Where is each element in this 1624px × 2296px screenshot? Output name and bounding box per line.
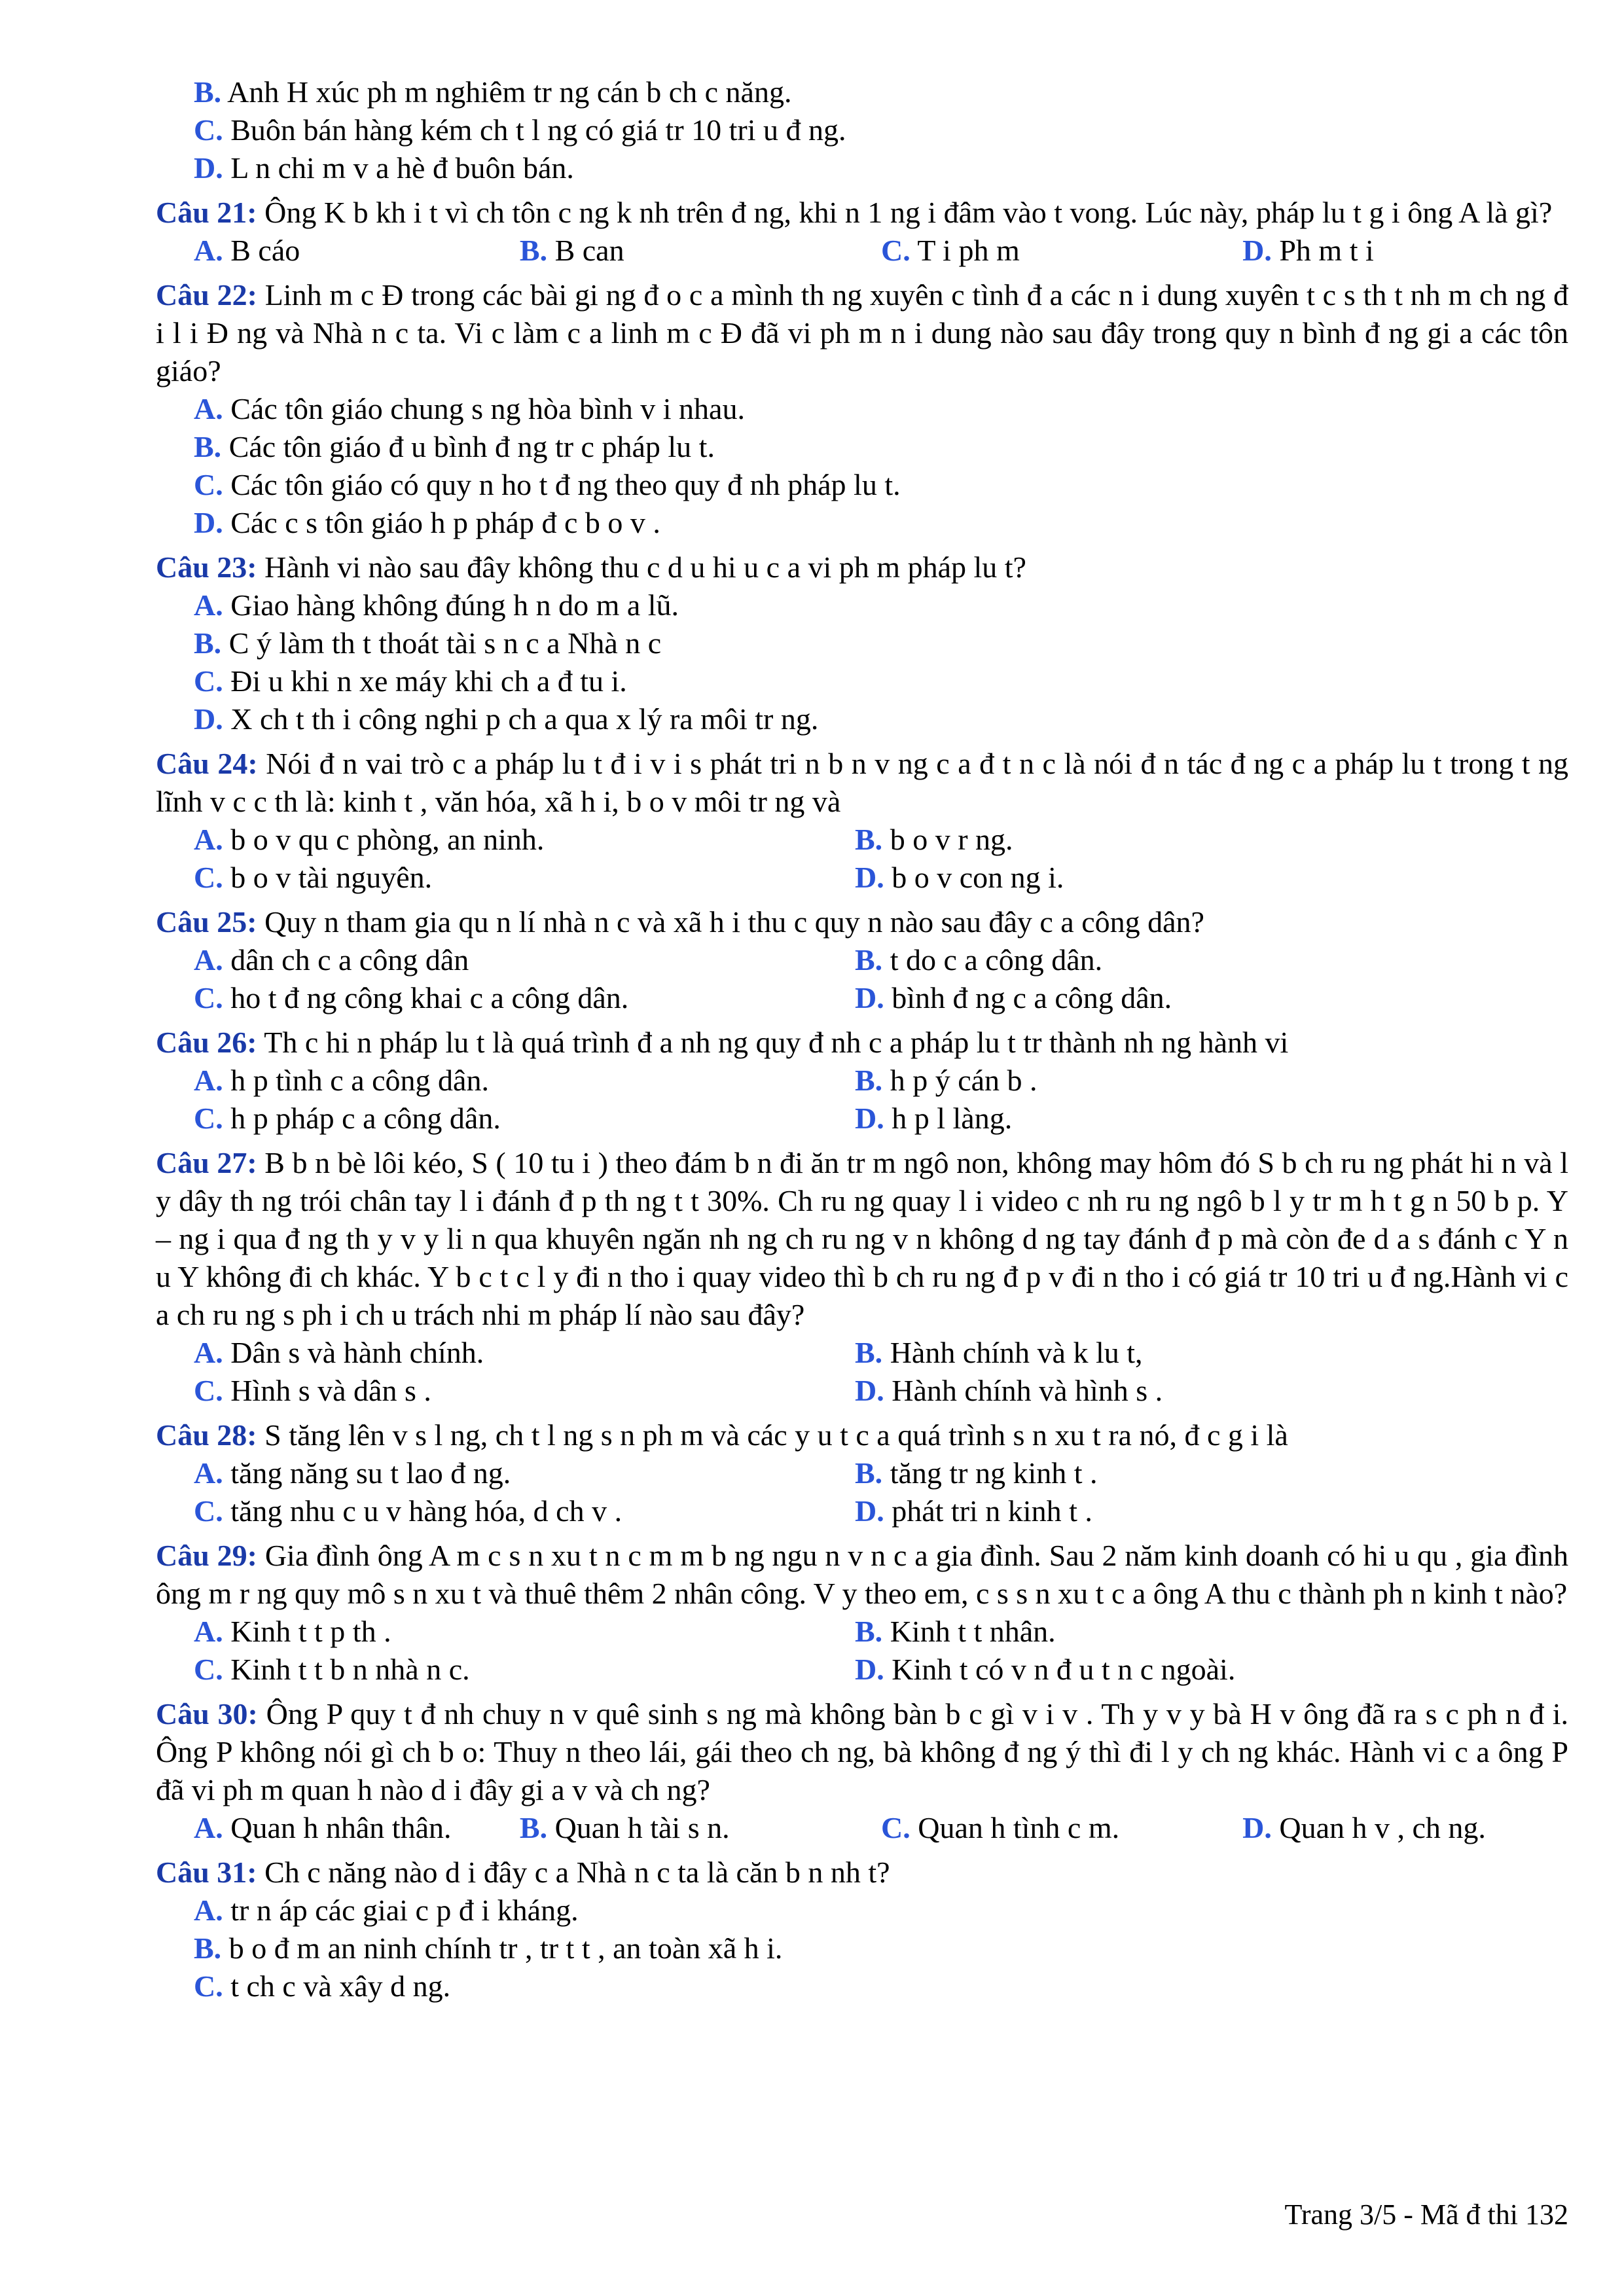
option-text: Kinh t có v n đ u t n c ngoài. xyxy=(892,1653,1236,1686)
option-letter: B. xyxy=(855,823,883,856)
option-c[interactable] xyxy=(881,232,1242,270)
option-d[interactable] xyxy=(855,979,1516,1017)
option-text: Hình s và dân s . xyxy=(230,1374,431,1407)
option-text: dân ch c a công dân xyxy=(230,943,469,977)
option-a[interactable] xyxy=(194,941,855,979)
options-row xyxy=(194,1100,1568,1138)
option-letter: C. xyxy=(194,1374,223,1407)
option-d[interactable] xyxy=(1242,1809,1568,1847)
question-text xyxy=(156,1024,1568,1062)
option-text: Ph m t i xyxy=(1279,234,1374,267)
question-number: Câu 22: xyxy=(156,278,257,312)
option-text: b o v r ng. xyxy=(890,823,1013,856)
options-row xyxy=(194,1809,1568,1847)
option-text: C ý làm th t thoát tài s n c a Nhà n c xyxy=(228,626,662,660)
option-text: phát tri n kinh t . xyxy=(892,1494,1092,1528)
question-block xyxy=(156,276,1568,542)
option-letter: D. xyxy=(855,1494,884,1528)
option-text: h p pháp c a công dân. xyxy=(230,1102,501,1135)
option-text: tăng năng su t lao đ ng. xyxy=(230,1456,511,1490)
option-text: bình đ ng c a công dân. xyxy=(892,981,1172,1014)
option-letter: A. xyxy=(194,943,223,977)
option-letter: C. xyxy=(881,234,911,267)
option-letter: C. xyxy=(194,861,223,894)
answer-options xyxy=(194,1892,1568,2005)
option-a[interactable] xyxy=(194,1613,855,1651)
option-letter: B. xyxy=(855,1456,883,1490)
question-text xyxy=(156,1695,1568,1809)
option-text: t ch c và xây d ng. xyxy=(230,1969,451,2003)
option-letter: A. xyxy=(194,392,223,425)
option-text: T i ph m xyxy=(917,234,1020,267)
option-b[interactable] xyxy=(855,941,1516,979)
option-text: X ch t th i công nghi p ch a qua x lý ra môi tr ng. xyxy=(230,702,819,736)
option-b[interactable] xyxy=(855,821,1516,859)
option-letter: A. xyxy=(194,1064,223,1097)
option-a[interactable] xyxy=(194,821,855,859)
exam-page xyxy=(156,73,1568,2005)
options-row xyxy=(194,1062,1568,1100)
option-letter: D. xyxy=(1242,234,1272,267)
option-letter: C. xyxy=(881,1811,911,1844)
options-row xyxy=(194,1334,1568,1372)
question-text xyxy=(156,1854,1568,1892)
question-number: Câu 21: xyxy=(156,196,257,229)
option-letter: B. xyxy=(194,626,222,660)
option-text: b o đ m an ninh chính tr , tr t t , an toàn xã h i. xyxy=(228,1931,783,1965)
option-c[interactable] xyxy=(194,662,1568,700)
option-letter: D. xyxy=(855,1374,884,1407)
option-letter: A. xyxy=(194,588,223,622)
option-text: tăng nhu c u v hàng hóa, d ch v . xyxy=(230,1494,623,1528)
option-b[interactable] xyxy=(194,1929,1568,1967)
question-text xyxy=(156,1537,1568,1613)
question-number: Câu 30: xyxy=(156,1697,258,1731)
option-text: B cáo xyxy=(230,234,300,267)
options-row xyxy=(194,1613,1568,1651)
question-block xyxy=(156,194,1568,270)
option-letter: B. xyxy=(855,943,883,977)
answer-options xyxy=(194,232,1568,270)
option-text: Đi u khi n xe máy khi ch a đ tu i. xyxy=(230,664,627,698)
option-letter: B. xyxy=(855,1336,883,1369)
question-list xyxy=(156,194,1568,2005)
option-c[interactable] xyxy=(194,1100,855,1138)
option-b[interactable] xyxy=(520,1809,881,1847)
option-a[interactable] xyxy=(194,1454,855,1492)
options-row xyxy=(194,1454,1568,1492)
option-letter: C. xyxy=(194,1653,223,1686)
option-text: b o v con ng i. xyxy=(892,861,1064,894)
option-a[interactable] xyxy=(194,1062,855,1100)
option-letter: A. xyxy=(194,1893,223,1927)
option-text: Quan h tài s n. xyxy=(554,1811,730,1844)
question-block xyxy=(156,903,1568,1017)
option-letter: D. xyxy=(855,861,884,894)
option-letter: C. xyxy=(194,981,223,1014)
question-block xyxy=(156,1854,1568,2005)
option-letter: B. xyxy=(855,1064,883,1097)
option-letter: C. xyxy=(194,1102,223,1135)
question-text xyxy=(156,1416,1568,1454)
option-a[interactable] xyxy=(194,390,1568,428)
option-letter: A. xyxy=(194,234,223,267)
option-letter: C. xyxy=(194,468,223,501)
option-text: Quan h v , ch ng. xyxy=(1279,1811,1486,1844)
option-b: B. Anh H xúc ph m nghiêm tr ng cán b ch c năng. xyxy=(194,75,792,109)
option-text: tăng tr ng kinh t . xyxy=(890,1456,1098,1490)
option-letter: A. xyxy=(194,1615,223,1648)
option-letter: C. xyxy=(194,664,223,698)
question-stem: B b n bè lôi kéo, S ( 10 tu i ) theo đám b n đi ăn tr m ngô non, không may hôm đó S b ch ru ng phát hi n và l y dây th ng trói chân tay l i đánh đ p th ng t t 30%. Ch ru ng quay l i video c nh ru ng ngô b l y tr m h t g n 50 b p. Y – ng i qua đ ng th y v y li n qua khuyên ngăn nh ng ch ru ng v n không d ng tay đánh đ p mà còn đe d a s đánh c Y n u Y không đi ch khác. Y b c t c l y đi n tho i quay video thì b ch ru ng đ p v đi n tho i có giá tr 10 tri u đ ng.Hành vi c a ch ru ng s ph i ch u trách nhi m pháp lí nào sau đây? xyxy=(156,1146,1569,1331)
option-c[interactable] xyxy=(881,1809,1242,1847)
option-c: C. Buôn bán hàng kém ch t l ng có giá tr 10 tri u đ ng. xyxy=(194,113,846,147)
options-row xyxy=(194,821,1568,859)
question-stem: Quy n tham gia qu n lí nhà n c và xã h i thu c quy n nào sau đây c a công dân? xyxy=(264,905,1204,939)
option-text: Hành chính và hình s . xyxy=(892,1374,1163,1407)
option-b[interactable] xyxy=(194,624,1568,662)
answer-options xyxy=(194,1454,1568,1530)
option-d[interactable] xyxy=(855,1651,1516,1689)
option-b[interactable] xyxy=(855,1454,1516,1492)
question-block xyxy=(156,548,1568,738)
question-text xyxy=(156,903,1568,941)
option-a[interactable] xyxy=(194,232,520,270)
option-text: ho t đ ng công khai c a công dân. xyxy=(230,981,629,1014)
question-text xyxy=(156,1144,1568,1334)
question-number: Câu 29: xyxy=(156,1539,257,1572)
options-row xyxy=(194,979,1568,1017)
option-letter: B. xyxy=(519,234,548,267)
option-d[interactable] xyxy=(855,1100,1516,1138)
question-text xyxy=(156,745,1568,821)
option-text: Các c s tôn giáo h p pháp đ c b o v . xyxy=(230,506,660,539)
question-number: Câu 24: xyxy=(156,747,258,780)
question-number: Câu 23: xyxy=(156,550,257,584)
question-block xyxy=(156,1695,1568,1847)
question-stem: Ông P quy t đ nh chuy n v quê sinh s ng mà không bàn b c gì v i v . Th y v y bà H v ông đã ra s c ph n đ i. Ông P không nói gì ch b o: Thuy n theo lái, gái theo ch ng, bà không đ ng ý thì đi l y ch ng khác. Hành vi c a ông P đã vi ph m quan h nào d i đây gi a v và ch ng? xyxy=(156,1697,1569,1806)
option-a[interactable] xyxy=(194,1892,1568,1929)
option-letter: D. xyxy=(855,981,884,1014)
option-a[interactable] xyxy=(194,1334,855,1372)
option-letter: A. xyxy=(194,1811,223,1844)
option-c[interactable] xyxy=(194,859,855,897)
question-text xyxy=(156,276,1568,390)
option-letter: D. xyxy=(194,702,223,736)
option-text: b o v qu c phòng, an ninh. xyxy=(230,823,545,856)
answer-options xyxy=(194,586,1568,738)
carry-over-options xyxy=(194,73,1568,187)
question-text xyxy=(156,194,1568,232)
question-stem: Gia đình ông A m c s n xu t n c m m b ng ngu n v n c a gia đình. Sau 2 năm kinh doanh có hi u qu , gia đình ông m r ng quy mô s n xu t và thuê thêm 2 nhân công. V y theo em, c s s n xu t c a ông A thu c thành ph n kinh t nào? xyxy=(156,1539,1569,1610)
option-text: Quan h nhân thân. xyxy=(230,1811,452,1844)
option-d[interactable] xyxy=(855,859,1516,897)
option-text: Kinh t t p th . xyxy=(230,1615,391,1648)
answer-options xyxy=(194,390,1568,542)
option-letter: A. xyxy=(194,823,223,856)
option-text: h p l làng. xyxy=(892,1102,1013,1135)
answer-options xyxy=(194,1809,1568,1847)
option-d: D. L n chi m v a hè đ buôn bán. xyxy=(194,151,574,185)
question-number: Câu 28: xyxy=(156,1418,257,1452)
option-text: Kinh t t b n nhà n c. xyxy=(230,1653,470,1686)
option-text: Dân s và hành chính. xyxy=(230,1336,484,1369)
answer-options xyxy=(194,1062,1568,1138)
option-letter: B. xyxy=(194,1931,222,1965)
option-text: tr n áp các giai c p đ i kháng. xyxy=(230,1893,579,1927)
option-letter: D. xyxy=(1242,1811,1272,1844)
answer-options xyxy=(194,1334,1568,1410)
option-text: h p tình c a công dân. xyxy=(230,1064,489,1097)
option-text: h p ý cán b . xyxy=(890,1064,1038,1097)
option-c[interactable] xyxy=(194,1372,855,1410)
option-c[interactable] xyxy=(194,1492,855,1530)
option-d[interactable] xyxy=(194,700,1568,738)
question-stem: Ông K b kh i t vì ch tôn c ng k nh trên đ ng, khi n 1 ng i đâm vào t vong. Lúc này, pháp lu t g i ông A là gì? xyxy=(264,196,1553,229)
options-row xyxy=(194,941,1568,979)
question-stem: Ch c năng nào d i đây c a Nhà n c ta là căn b n nh t? xyxy=(264,1856,890,1889)
option-b[interactable] xyxy=(855,1334,1516,1372)
option-text: Các tôn giáo đ u bình đ ng tr c pháp lu t. xyxy=(228,430,715,463)
option-letter: B. xyxy=(855,1615,883,1648)
option-letter: D. xyxy=(855,1653,884,1686)
option-letter: C. xyxy=(194,1494,223,1528)
option-text: Kinh t t nhân. xyxy=(890,1615,1056,1648)
option-b[interactable] xyxy=(520,232,881,270)
question-stem: Th c hi n pháp lu t là quá trình đ a nh ng quy đ nh c a pháp lu t tr thành nh ng hành vi xyxy=(264,1026,1289,1059)
option-text: Quan h tình c m. xyxy=(918,1811,1120,1844)
question-stem: S tăng lên v s l ng, ch t l ng s n ph m và các y u t c a quá trình s n xu t ra nó, đ c g i là xyxy=(264,1418,1288,1452)
page-footer: Trang 3/5 - Mã đ thi 132 xyxy=(1284,2198,1568,2231)
option-letter: D. xyxy=(855,1102,884,1135)
option-letter: B. xyxy=(194,430,222,463)
options-row xyxy=(194,859,1568,897)
question-stem: Linh m c Đ trong các bài gi ng đ o c a mình th ng xuyên c tình đ a các n i dung xuyên t c s th t nh m ch ng đ i l i Đ ng và Nhà n c ta. Vi c làm c a linh m c Đ đã vi ph m n i dung nào sau đây trong quy n bình đ ng gi a các tôn giáo? xyxy=(156,278,1569,387)
option-letter: D. xyxy=(194,506,223,539)
options-row xyxy=(194,232,1568,270)
question-number: Câu 26: xyxy=(156,1026,257,1059)
option-a[interactable] xyxy=(194,586,1568,624)
question-block xyxy=(156,1144,1568,1410)
option-text: t do c a công dân. xyxy=(890,943,1103,977)
option-d[interactable] xyxy=(194,504,1568,542)
option-a[interactable] xyxy=(194,1809,520,1847)
question-block xyxy=(156,1024,1568,1138)
question-text xyxy=(156,548,1568,586)
option-letter: C. xyxy=(194,1969,223,2003)
question-block xyxy=(156,1416,1568,1530)
question-block xyxy=(156,1537,1568,1689)
option-c[interactable] xyxy=(194,466,1568,504)
option-b[interactable] xyxy=(855,1613,1516,1651)
question-stem: Nói đ n vai trò c a pháp lu t đ i v i s phát tri n b n v ng c a đ t n c là nói đ n tác đ ng c a pháp lu t trong t ng lĩnh v c c th là: kinh t , văn hóa, xã h i, b o v môi tr ng và xyxy=(156,747,1569,818)
question-stem: Hành vi nào sau đây không thu c d u hi u c a vi ph m pháp lu t? xyxy=(264,550,1026,584)
option-d[interactable] xyxy=(1242,232,1568,270)
option-d[interactable] xyxy=(855,1492,1516,1530)
option-text: Hành chính và k lu t, xyxy=(890,1336,1143,1369)
question-number: Câu 25: xyxy=(156,905,257,939)
option-text: B can xyxy=(554,234,624,267)
option-text: Các tôn giáo có quy n ho t đ ng theo quy đ nh pháp lu t. xyxy=(230,468,901,501)
option-b[interactable] xyxy=(194,428,1568,466)
answer-options xyxy=(194,821,1568,897)
option-c[interactable] xyxy=(194,1651,855,1689)
option-b[interactable] xyxy=(855,1062,1516,1100)
option-text: b o v tài nguyên. xyxy=(230,861,433,894)
question-number: Câu 31: xyxy=(156,1856,257,1889)
options-row xyxy=(194,1651,1568,1689)
option-letter: A. xyxy=(194,1456,223,1490)
option-text: Các tôn giáo chung s ng hòa bình v i nhau. xyxy=(230,392,745,425)
option-letter: A. xyxy=(194,1336,223,1369)
question-number: Câu 27: xyxy=(156,1146,257,1179)
options-row xyxy=(194,1492,1568,1530)
answer-options xyxy=(194,1613,1568,1689)
answer-options xyxy=(194,941,1568,1017)
question-block xyxy=(156,745,1568,897)
option-c[interactable] xyxy=(194,979,855,1017)
option-letter: B. xyxy=(519,1811,548,1844)
option-text: Giao hàng không đúng h n do m a lũ. xyxy=(230,588,679,622)
options-row xyxy=(194,1372,1568,1410)
option-c[interactable] xyxy=(194,1967,1568,2005)
option-d[interactable] xyxy=(855,1372,1516,1410)
